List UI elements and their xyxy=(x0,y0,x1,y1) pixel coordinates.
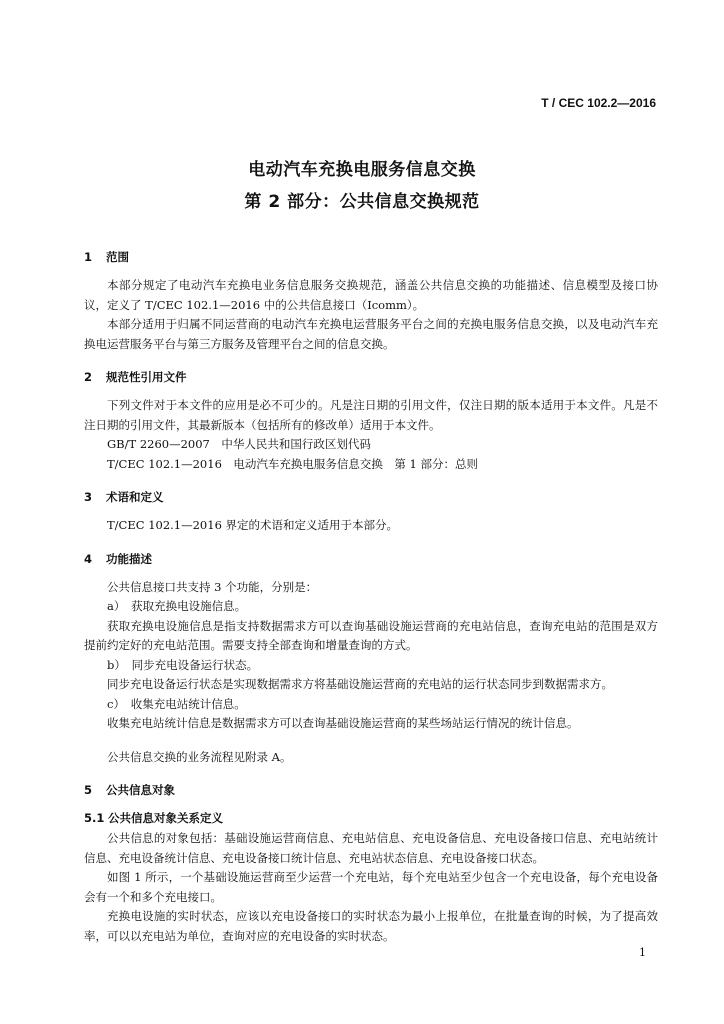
subsection-title: 公共信息对象关系定义 xyxy=(108,811,223,825)
list-item-a: a） 获取充换电设施信息。 xyxy=(107,599,247,613)
section-4-heading xyxy=(84,550,658,568)
section-5-paragraph-3: 充换电设施的实时状态，应该以充电设备接口的实时状态为最小上报单位，在批量查询的时候，为了提高效率，可以以充电站为单位，查询对应的充电设备的实时状态。 xyxy=(84,909,658,943)
section-title: 范围 xyxy=(106,250,129,264)
section-title: 功能描述 xyxy=(106,551,152,566)
section-5-paragraph-2: 如图 1 所示，一个基础设施运营商至少运营一个充电站，每个充电站至少包含一个充电设备，每个充电设备会有一个和多个充电接口。 xyxy=(84,870,658,904)
section-title: 公共信息对象 xyxy=(106,783,175,797)
section-1-paragraph-1: 本部分规定了电动汽车充换电业务信息服务交换规范，涵盖公共信息交换的功能描述、信息模型及接口协议，定义了 T/CEC 102.1—2016 中的公共信息接口（Icomm）。 xyxy=(84,278,658,312)
subsection-5-1-heading xyxy=(84,809,658,827)
page-number: 1 xyxy=(639,946,646,959)
section-2-heading xyxy=(84,368,658,386)
section-title: 术语和定义 xyxy=(106,490,164,504)
document-body xyxy=(84,248,658,946)
section-5-heading xyxy=(84,781,658,799)
list-item-a-description: 获取充换电设施信息是指支持数据需求方可以查询基础设施运营商的充电站信息，查询充电站的范围是双方提前约定好的充电站范围。需要支持全部查询和增量查询的方式。 xyxy=(84,618,658,652)
list-item-c-description: 收集充电站统计信息是数据需求方可以查询基础设施运营商的某些场站运行情况的统计信息。 xyxy=(107,716,579,730)
section-1-heading xyxy=(84,248,658,266)
list-item-b-description: 同步充电设备运行状态是实现数据需求方将基础设施运营商的充电站的运行状态同步到数据需求方。 xyxy=(107,677,613,691)
list-item-b: b） 同步充电设备运行状态。 xyxy=(107,657,259,672)
section-number: 2 xyxy=(84,370,93,384)
section-number: 3 xyxy=(84,490,93,504)
section-number: 1 xyxy=(84,250,93,264)
list-item-c: c） 收集充电站统计信息。 xyxy=(107,696,246,711)
normative-reference-1: GB/T 2260—2007 中华人民共和国行政区划代码 xyxy=(107,437,371,451)
section-1-paragraph-2: 本部分适用于归属不同运营商的电动汽车充换电运营服务平台之间的充换电服务信息交换，以及电动汽车充换电运营服务平台与第三方服务及管理平台之间的信息交换。 xyxy=(84,317,658,351)
section-number: 5 xyxy=(84,783,93,797)
normative-reference-2: T/CEC 102.1—2016 电动汽车充换电服务信息交换 第 1 部分：总则 xyxy=(107,456,479,471)
document-title-line1: 电动汽车充换电服务信息交换 xyxy=(248,160,476,180)
section-5-paragraph-1: 公共信息的对象包括：基础设施运营商信息、充电站信息、充电设备信息、充电设备接口信息、充电站统计信息、充电设备统计信息、充电设备接口统计信息、充电站状态信息、充电设备接口状态。 xyxy=(84,831,658,865)
section-3-paragraph-1: T/CEC 102.1—2016 界定的术语和定义适用于本部分。 xyxy=(107,518,399,532)
standard-code: T / CEC 102.2—2016 xyxy=(541,96,656,110)
section-title: 规范性引用文件 xyxy=(106,370,187,384)
section-number: 4 xyxy=(84,551,93,566)
section-4-flow-note: 公共信息交换的业务流程见附录 A。 xyxy=(107,749,292,764)
section-2-paragraph-1: 下列文件对于本文件的应用是必不可少的。凡是注日期的引用文件，仅注日期的版本适用于本文件。凡是不注日期的引用文件，其最新版本（包括所有的修改单）适用于本文件。 xyxy=(84,398,658,432)
section-4-intro: 公共信息接口共支持 3 个功能，分别是： xyxy=(107,579,318,594)
subsection-number: 5.1 xyxy=(84,811,105,825)
section-3-heading xyxy=(84,488,658,506)
document-title-line2: 第 2 部分：公共信息交换规范 xyxy=(244,192,480,212)
